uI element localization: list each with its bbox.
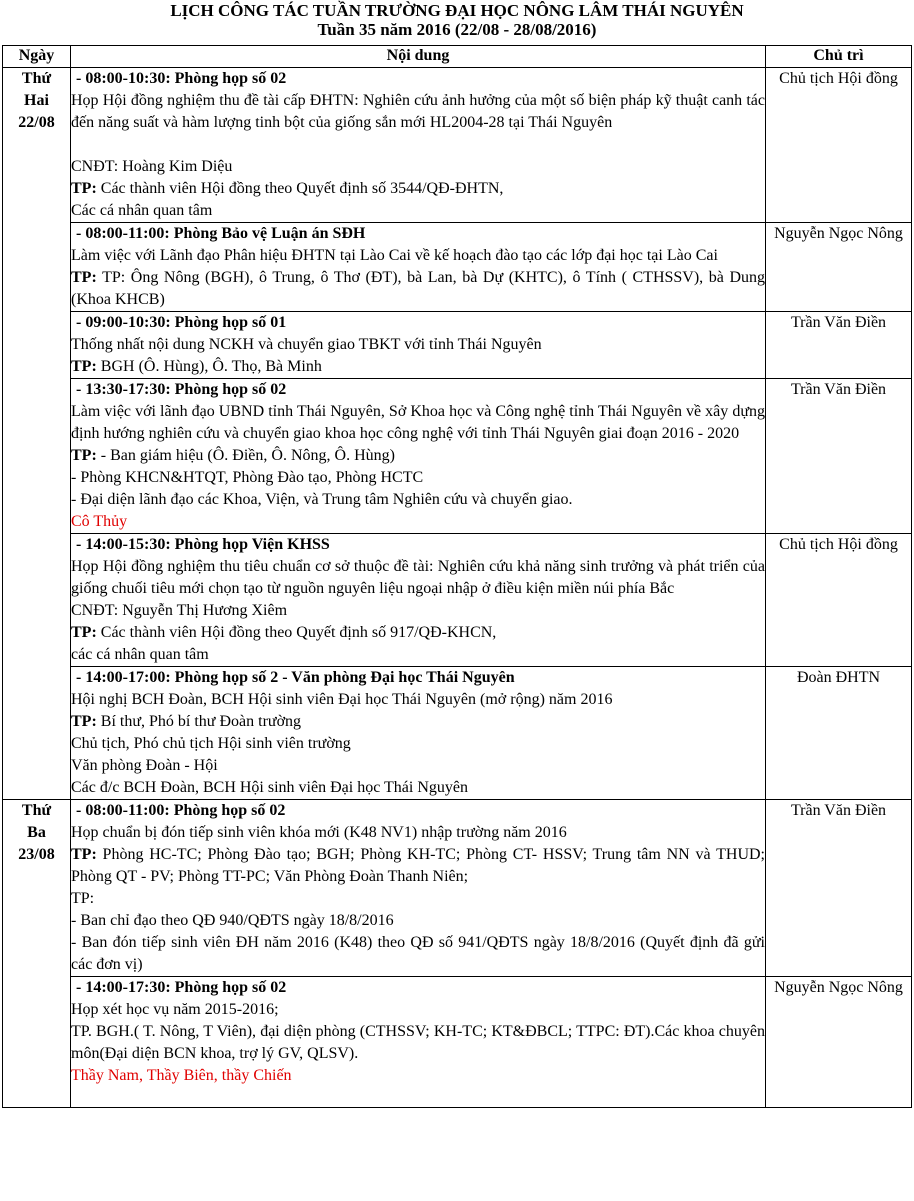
- event-line: Các đ/c BCH Đoàn, BCH Hội sinh viên Đại học Thái Nguyên: [71, 779, 468, 796]
- day-name: Ba: [27, 824, 46, 841]
- event-row: [3, 379, 912, 534]
- schedule-table: [2, 45, 912, 1108]
- page-subtitle: Tuần 35 năm 2016 (22/08 - 28/08/2016): [317, 20, 597, 39]
- event-chair: Đoàn ĐHTN: [766, 667, 912, 800]
- event-note-red: Cô Thủy: [71, 513, 128, 530]
- event-row: [3, 800, 912, 977]
- event-heading: - 14:00-17:00: Phòng họp số 2 - Văn phòng Đại học Thái Nguyên: [76, 669, 515, 686]
- day-date: 23/08: [18, 846, 55, 863]
- event-chair: Trần Văn Điền: [766, 379, 912, 534]
- event-body: Họp Hội đồng nghiệm thu tiêu chuẩn cơ sở thuộc đề tài: Nghiên cứu khả năng sinh trưởng và phát triển của giống chuối tiêu mới chọn tạo từ nguồn nguyên liệu ngoại nhập ở điều kiện miền núi phía Bắc: [71, 558, 765, 597]
- event-line: Chủ tịch, Phó chủ tịch Hội sinh viên trường: [71, 735, 351, 752]
- event-heading: - 08:00-11:00: Phòng họp số 02: [76, 802, 286, 819]
- event-body: Họp xét học vụ năm 2015-2016;: [71, 1001, 279, 1018]
- event-line: - Phòng KHCN&HTQT, Phòng Đào tạo, Phòng HCTC: [71, 469, 424, 486]
- event-row: [3, 312, 912, 379]
- event-line: - Đại diện lãnh đạo các Khoa, Viện, và Trung tâm Nghiên cứu và chuyển giao.: [71, 491, 573, 508]
- event-content: [71, 667, 766, 800]
- event-heading: - 08:00-10:30: Phòng họp số 02: [76, 70, 287, 87]
- tp-label: TP:: [71, 358, 97, 375]
- event-content: [71, 977, 766, 1108]
- tp-label: TP:: [71, 447, 97, 464]
- event-body: Họp Hội đồng nghiệm thu đề tài cấp ĐHTN: Nghiên cứu ảnh hưởng của một số biện pháp kỹ thuật canh tác đến năng suất và hàm lượng tinh bột của giống sắn mới HL2004-28 tại Thái Nguyên: [71, 92, 765, 131]
- event-heading: - 08:00-11:00: Phòng Bảo vệ Luận án SĐH: [76, 225, 366, 242]
- tp-label: TP:: [71, 269, 97, 286]
- event-row: [3, 667, 912, 800]
- event-body: Thống nhất nội dung NCKH và chuyển giao TBKT với tỉnh Thái Nguyên: [71, 336, 542, 353]
- event-row: [3, 223, 912, 312]
- day-cell-tuesday: [3, 800, 71, 1108]
- event-chair: Trần Văn Điền: [766, 312, 912, 379]
- event-chair: Chủ tịch Hội đồng: [766, 68, 912, 223]
- header-content: Nội dung: [71, 46, 766, 68]
- event-row: [3, 977, 912, 1108]
- tp-text: Bí thư, Phó bí thư Đoàn trường: [96, 713, 302, 730]
- event-extra: Các cá nhân quan tâm: [71, 202, 213, 219]
- event-note-red: Thầy Nam, Thầy Biên, thầy Chiến: [71, 1067, 292, 1084]
- tp-text: Phòng HC-TC; Phòng Đào tạo; BGH; Phòng KH-TC; Phòng CT- HSSV; Trung tâm NN và THUD; Phòng QT - PV; Phòng TT-PC; Văn Phòng Đoàn Thanh Niên;: [71, 846, 765, 885]
- event-content: [71, 312, 766, 379]
- header-day: Ngày: [3, 46, 71, 68]
- event-line: TP. BGH.( T. Nông, T Viên), đại diện phòng (CTHSSV; KH-TC; KT&ĐBCL; TTPC: ĐT).Các khoa chuyên môn(Đại diện BCN khoa, trợ lý GV, QLSV).: [71, 1023, 765, 1062]
- tp-text: - Ban giám hiệu (Ô. Điền, Ô. Nông, Ô. Hùng): [96, 447, 395, 464]
- event-body: Họp chuẩn bị đón tiếp sinh viên khóa mới (K48 NV1) nhập trường năm 2016: [71, 824, 567, 841]
- event-author: CNĐT: Hoàng Kim Diệu: [71, 158, 233, 175]
- day-cell-monday: [3, 68, 71, 800]
- event-body: Hội nghị BCH Đoàn, BCH Hội sinh viên Đại học Thái Nguyên (mở rộng) năm 2016: [71, 691, 613, 708]
- day-label: Thứ: [21, 802, 52, 819]
- spacer: [71, 134, 765, 156]
- event-row: [3, 68, 912, 223]
- header-row: [3, 46, 912, 68]
- event-body: Làm việc với Lãnh đạo Phân hiệu ĐHTN tại Lào Cai về kế hoạch đào tạo các lớp đại học tại Lào Cai: [71, 247, 718, 264]
- event-author: CNĐT: Nguyễn Thị Hương Xiêm: [71, 602, 288, 619]
- event-line: Văn phòng Đoàn - Hội: [71, 757, 218, 774]
- tp-label: TP:: [71, 713, 97, 730]
- page-title: LỊCH CÔNG TÁC TUẦN TRƯỜNG ĐẠI HỌC NÔNG LÂM THÁI NGUYÊN: [170, 1, 744, 20]
- event-heading: - 09:00-10:30: Phòng họp số 01: [76, 314, 287, 331]
- event-chair: Chủ tịch Hội đồng: [766, 534, 912, 667]
- event-heading: - 14:00-15:30: Phòng họp Viện KHSS: [76, 536, 330, 553]
- event-chair: Trần Văn Điền: [766, 800, 912, 977]
- event-extra: các cá nhân quan tâm: [71, 646, 209, 663]
- event-heading: - 13:30-17:30: Phòng họp số 02: [76, 381, 287, 398]
- tp-label: TP:: [71, 624, 97, 641]
- event-line: - Ban chỉ đạo theo QĐ 940/QĐTS ngày 18/8/2016: [71, 912, 394, 929]
- event-content: [71, 223, 766, 312]
- tp-text: Các thành viên Hội đồng theo Quyết định số 3544/QĐ-ĐHTN,: [96, 180, 504, 197]
- tp-text: Các thành viên Hội đồng theo Quyết định số 917/QĐ-KHCN,: [96, 624, 497, 641]
- event-chair: Nguyễn Ngọc Nông: [766, 977, 912, 1108]
- day-date: 22/08: [18, 114, 55, 131]
- tp-label: TP:: [71, 180, 97, 197]
- tp-text: TP: Ông Nông (BGH), ô Trung, ô Thơ (ĐT), bà Lan, bà Dự (KHTC), ô Tính ( CTHSSV), bà Dung (Khoa KHCB): [71, 269, 765, 308]
- day-label: Thứ: [21, 70, 52, 87]
- header-chair: Chủ trì: [766, 46, 912, 68]
- event-line: - Ban đón tiếp sinh viên ĐH năm 2016 (K48) theo QĐ số 941/QĐTS ngày 18/8/2016 (Quyết định đã gửi các đơn vị): [71, 934, 765, 973]
- event-content: [71, 800, 766, 977]
- event-content: [71, 68, 766, 223]
- tp-label: TP:: [71, 846, 97, 863]
- event-chair: Nguyễn Ngọc Nông: [766, 223, 912, 312]
- event-heading: - 14:00-17:30: Phòng họp số 02: [76, 979, 287, 996]
- event-line: TP:: [71, 890, 95, 907]
- event-row: [3, 534, 912, 667]
- event-content: [71, 534, 766, 667]
- tp-text: BGH (Ô. Hùng), Ô. Thọ, Bà Minh: [96, 358, 322, 375]
- event-content: [71, 379, 766, 534]
- day-name: Hai: [24, 92, 49, 109]
- event-body: Làm việc với lãnh đạo UBND tỉnh Thái Nguyên, Sở Khoa học và Công nghệ tỉnh Thái Nguyên về xây dựng định hướng nghiên cứu và chuyển giao khoa học công nghệ với tỉnh Thái Nguyên giai đoạn 2016 - 2020: [71, 403, 765, 442]
